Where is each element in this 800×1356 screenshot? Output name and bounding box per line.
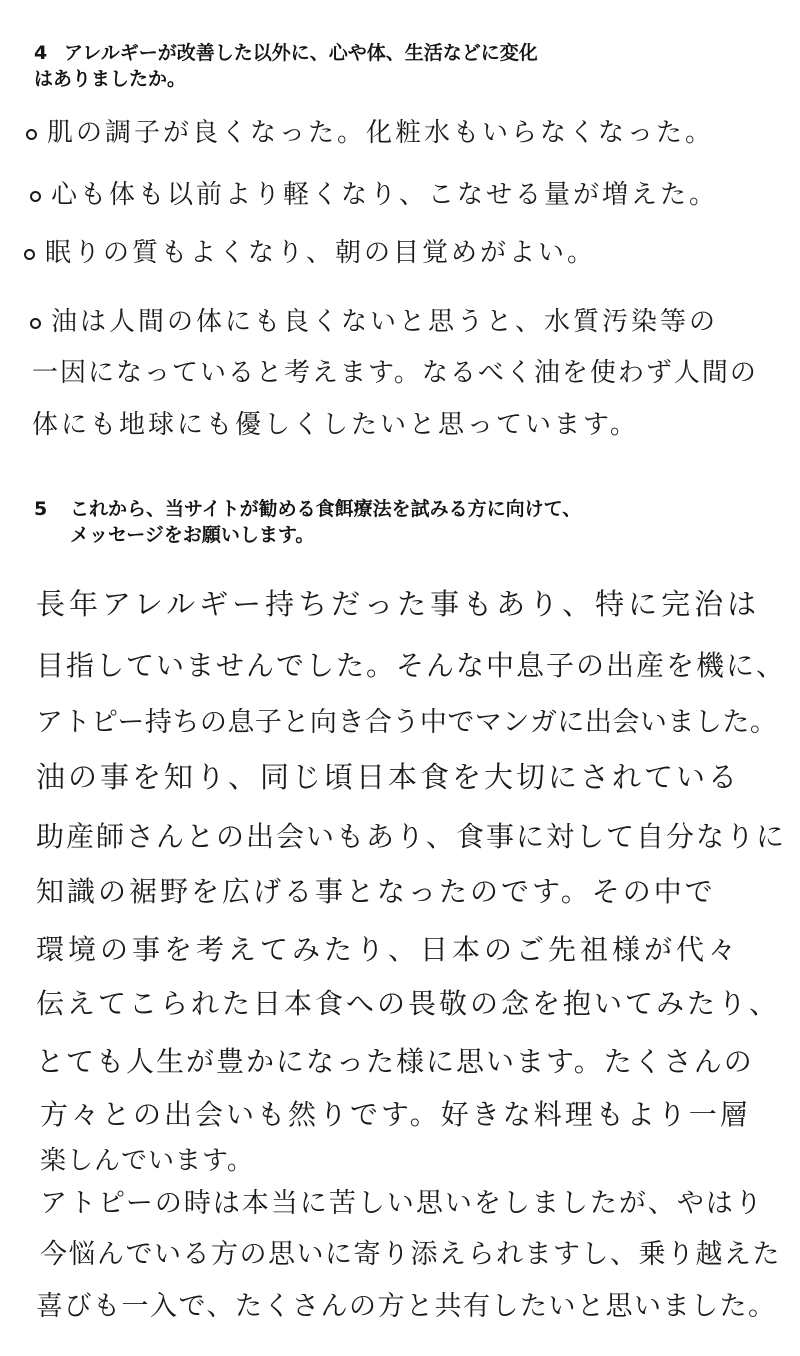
answer-5-line: 環境の事を考えてみたり、日本のご先祖様が代々	[36, 933, 741, 966]
bullet-icon	[26, 129, 37, 140]
bullet-icon	[30, 191, 41, 202]
answer-5-line: 知識の裾野を広げる事となったのです。その中で	[36, 875, 716, 908]
answer-4-text: 心も体も以前より軽くなり、こなせる量が増えた。	[51, 180, 719, 210]
question-5-number: 5	[34, 498, 48, 520]
answer-5-line: 目指していませんでした。そんな中息子の出産を機に、	[36, 649, 787, 682]
question-5	[34, 496, 581, 548]
answer-4-continuation: 体にも地球にも優しくしたいと思っています。	[32, 410, 639, 440]
question-4	[34, 40, 538, 92]
answer-5-line: 喜びも一入で、たくさんの方と共有したいと思いました。	[36, 1291, 777, 1322]
answer-5-line: とても人生が豊かになった様に思います。たくさんの	[36, 1045, 754, 1078]
answer-5-line: アトピーの時は本当に苦しい思いをしましたが、やはり	[40, 1188, 764, 1219]
answer-5-line: 伝えてこられた日本食への畏敬の念を抱いてみたり、	[36, 987, 781, 1020]
answer-4-continuation: 一因になっていると考えます。なるべく油を使わず人間の	[32, 358, 758, 388]
answer-4-text: 油は人間の体にも良くないと思うと、水質汚染等の	[51, 307, 719, 337]
question-5-text-line1: これから、当サイトが勧める食餌療法を試みる方に向けて、	[70, 498, 582, 520]
answer-4-item	[24, 232, 596, 269]
bullet-icon	[30, 318, 41, 329]
answer-5-line: アトピー持ちの息子と向き合う中でマンガに出会いました。	[36, 707, 778, 738]
question-4-text-line2: はありましたか。	[34, 68, 187, 90]
answer-5-line: 楽しんでいます。	[40, 1146, 254, 1176]
question-5-text-line2: メッセージをお願いします。	[70, 524, 315, 546]
bullet-icon	[24, 249, 35, 260]
question-4-text-line1: アレルギーが改善した以外に、心や体、生活などに変化	[64, 42, 538, 64]
question-4-number: 4	[34, 42, 48, 64]
answer-4-text: 肌の調子が良くなった。化粧水もいらなくなった。	[47, 118, 715, 148]
answer-5-line: 方々との出会いも然りです。好きな料理もより一層	[40, 1098, 751, 1131]
answer-5-line: 今悩んでいる方の思いに寄り添えられますし、乗り越えた	[40, 1239, 781, 1270]
answer-5-line: 油の事を知り、同じ頃日本食を大切にされている	[36, 760, 741, 794]
answer-4-item	[26, 112, 714, 149]
answer-4-text: 眠りの質もよくなり、朝の目覚めがよい。	[45, 238, 597, 268]
answer-4-item	[30, 301, 718, 338]
answer-4-item	[30, 174, 718, 211]
answer-5-line: 長年アレルギー持ちだった事もあり、特に完治は	[36, 587, 761, 621]
answer-5-line: 助産師さんとの出会いもあり、食事に対して自分なりに	[36, 820, 787, 853]
